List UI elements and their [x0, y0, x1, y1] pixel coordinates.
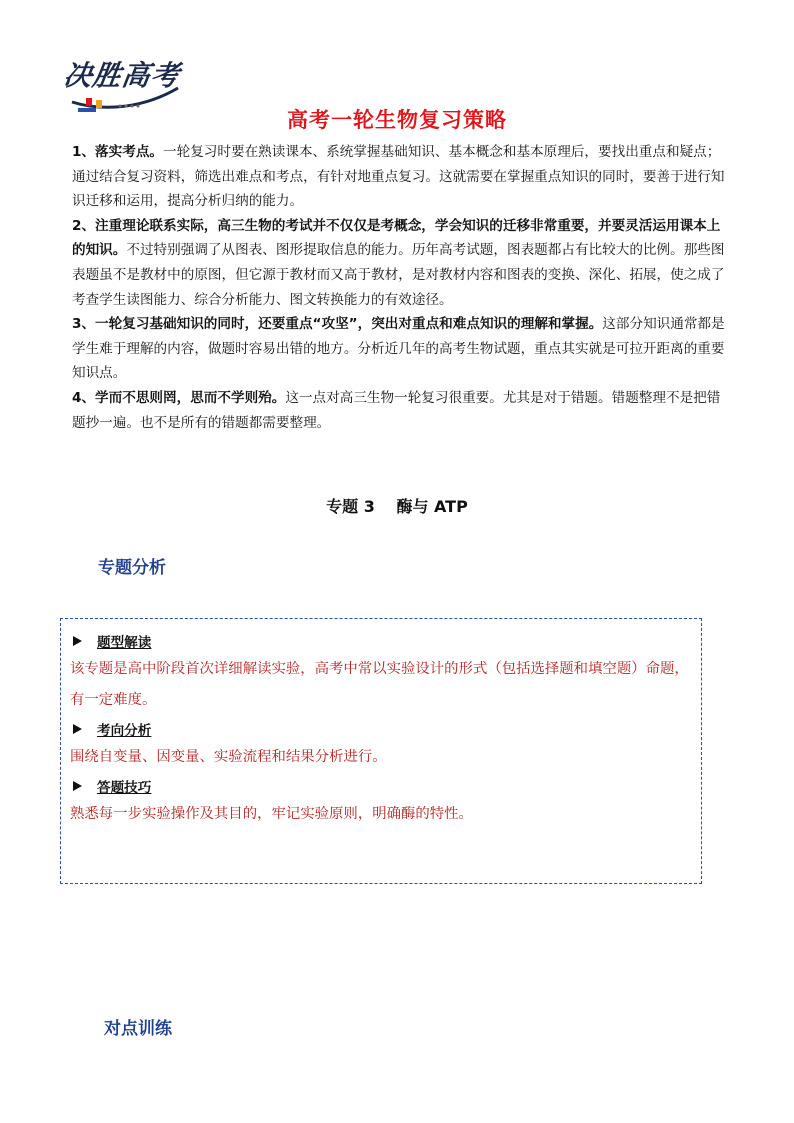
subheading-label: 题型解读 — [97, 635, 152, 651]
arrow-right-icon — [73, 781, 82, 791]
analysis-heading: 专题分析 — [98, 558, 166, 578]
page-title: 高考一轮生物复习策略 — [287, 108, 507, 132]
strategy-text: 这一点对高三生物一轮复习很重要。尤其是对于错题。错题整理不是把错题抄一遍。也不是所有的错题都需要整理。 — [72, 389, 721, 431]
practice-heading: 对点训练 — [104, 1019, 172, 1039]
analysis-text: 熟悉每一步实验操作及其目的，牢记实验原则，明确酶的特性。 — [70, 806, 473, 822]
analysis-text: 围绕自变量、因变量、实验流程和结果分析进行。 — [70, 749, 387, 765]
strategy-section — [72, 140, 732, 435]
strategy-point: 2、注重理论联系实际，高三生物的考试并不仅仅是考概念，学会知识的迁移非常重要，并要灵活运用课本上的知识。 — [72, 217, 721, 259]
strategy-paragraph — [72, 140, 732, 214]
arrow-right-icon — [73, 636, 82, 646]
strategy-text: 一轮复习时要在熟读课本、系统掌握基础知识、基本概念和基本原理后，要找出重点和疑点；通过结合复习资料，筛选出难点和考点，有针对地重点复习。这就需要在掌握重点知识的同时，要善于进行知识迁移和运用，提高分析归纳的能力。 — [72, 144, 725, 210]
subheading-tips — [70, 773, 700, 799]
strategy-paragraph — [72, 214, 732, 312]
strategy-point: 1、落实考点。 — [72, 144, 164, 160]
analysis-content — [70, 628, 700, 830]
subheading-direction — [70, 716, 700, 742]
strategy-text: 这部分知识通常都是学生难于理解的内容，做题时容易出错的地方。分析近几年的高考生物试题，重点其实就是可拉开距离的重要知识点。 — [72, 316, 725, 382]
analysis-text: 该专题是高中阶段首次详细解读实验，高考中常以实验设计的形式（包括选择题和填空题）命题，有一定难度。 — [70, 661, 689, 708]
arrow-right-icon — [73, 724, 82, 734]
strategy-text: 不过特别强调了从图表、图形提取信息的能力。历年高考试题，图表题都占有比较大的比例。那些图表题虽不是教材中的原图，但它源于教材而又高于教材，是对教材内容和图表的变换、深化、拓展，使之成了考查学生读图能力、综合分析能力、图文转换能力的有效途径。 — [72, 242, 725, 308]
subheading-label: 考向分析 — [97, 723, 152, 739]
subheading-question-type — [70, 628, 700, 654]
strategy-paragraph — [72, 386, 732, 435]
strategy-paragraph — [72, 312, 732, 386]
strategy-point: 4、学而不思则罔，思而不学则殆。 — [72, 389, 286, 406]
subheading-label: 答题技巧 — [97, 780, 152, 796]
logo-text: 决胜高考 — [61, 59, 183, 92]
strategy-point: 3、一轮复习基础知识的同时，还要重点“攻坚”，突出对重点和难点知识的理解和掌握。 — [72, 316, 603, 333]
topic-title: 专题 3 酶与 ATP — [326, 497, 468, 516]
